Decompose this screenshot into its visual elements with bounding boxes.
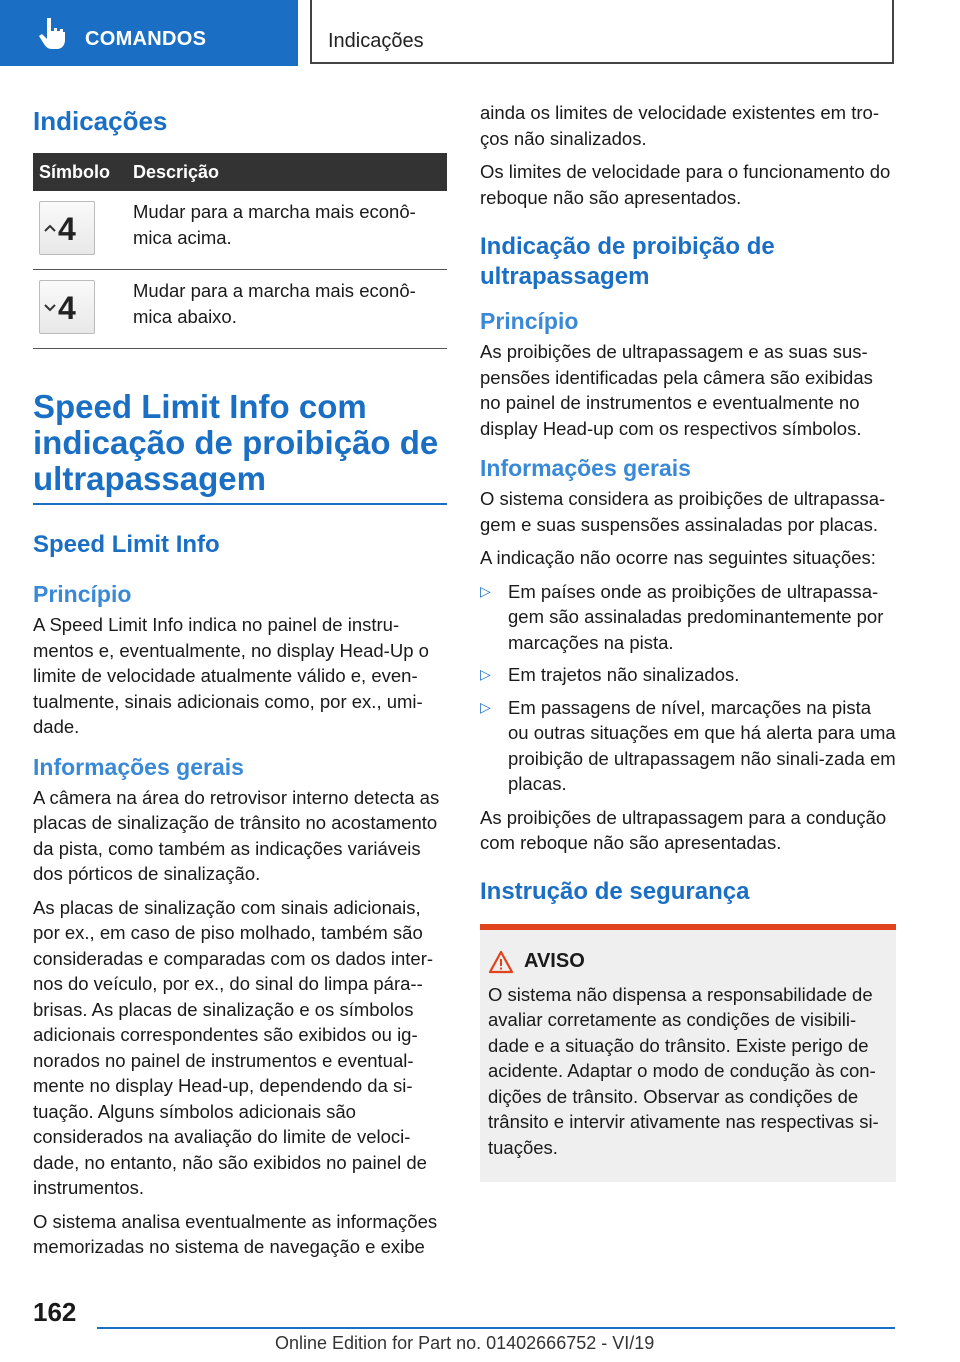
row-description: Mudar para a marcha mais econô-mica abaixo.	[133, 270, 447, 349]
overtaking-heading: Indicação de proibição de ultrapassagem	[480, 233, 775, 290]
safety-heading: Instrução de segurança	[480, 877, 750, 905]
list-item	[480, 579, 896, 656]
footer-divider	[97, 1327, 895, 1329]
list-item-text: Em passagens de nível, marcações na pista ou outras situações em que há alerta para uma proibição de ultrapassagem não sinali-zada em placas.	[508, 696, 896, 794]
continued-paragraph: Os limites de velocidade para o funcionamento do reboque não são apresentados.	[480, 161, 891, 208]
table-row	[33, 191, 447, 270]
general-paragraph: O sistema analisa eventualmente as informações memorizadas no sistema de navegação e exibe	[33, 1210, 438, 1257]
tab-section-label: Indicações	[328, 30, 424, 52]
list-item-text: Em trajetos não sinalizados.	[508, 664, 740, 685]
triangle-bullet-icon: ▷	[480, 666, 491, 682]
col-description-header: Descrição	[133, 153, 447, 191]
edition-text: Online Edition for Part no. 01402666752 - VI/19	[275, 1333, 655, 1353]
indications-title: Indicações	[33, 106, 168, 136]
list-item-text: Em países onde as proibições de ultrapassa-gem são assinaladas predominantemente por marcações na pista.	[508, 580, 884, 653]
principle-text: As proibições de ultrapassagem e as suas sus-pensões identificadas pela câmera são exibidas no painel de instrumentos e eventualmente no display Head-up com os respectivos símbolos.	[480, 341, 873, 439]
heading-divider	[33, 503, 447, 505]
general-paragraph: A indicação não ocorre nas seguintes situações:	[480, 547, 876, 568]
general-paragraph: O sistema considera as proibições de ultrapassa-gem e suas suspensões assinaladas por placas.	[480, 488, 886, 535]
svg-text:4: 4	[58, 292, 76, 322]
continued-paragraph: ainda os limites de velocidade existentes em tro-ços não sinalizados.	[480, 102, 879, 149]
tab-commands[interactable]	[0, 0, 298, 66]
warning-title: AVISO	[524, 950, 585, 972]
triangle-bullet-icon: ▷	[480, 582, 491, 599]
warning-box	[480, 930, 896, 1183]
general-paragraph: As proibições de ultrapassagem para a condução com reboque não são apresentadas.	[480, 806, 887, 853]
principle-heading: Princípio	[480, 308, 579, 334]
row-description: Mudar para a marcha mais econô-mica acima.	[133, 191, 447, 270]
warning-text: O sistema não dispensa a responsabilidade de avaliar corretamente as condições de visibili-dade e a situação do trânsito. Existe perigo de acidente. Adaptar o modo de condução às con-dições de trânsito. Observar as condições de trânsito e intervir ativamente nas respectivas si-tuações.	[488, 983, 879, 1158]
gear-shift-up-icon	[39, 201, 95, 255]
general-info-heading: Informações gerais	[480, 455, 691, 481]
principle-heading: Princípio	[33, 581, 132, 607]
list-item	[480, 695, 896, 797]
general-paragraph: A câmera na área do retrovisor interno detecta as placas de sinalização de trânsito no acostamento da pista, como também as indicações variáveis dos pórticos de sinalização.	[33, 786, 440, 884]
tab-section[interactable]	[310, 0, 894, 64]
left-column	[33, 100, 447, 1260]
col-symbol-header: Símbolo	[33, 153, 133, 191]
speed-limit-info-heading: Speed Limit Info	[33, 531, 220, 558]
warning-triangle-icon	[488, 950, 514, 974]
page-header	[0, 0, 960, 66]
general-info-heading: Informações gerais	[33, 753, 244, 780]
right-column	[480, 100, 896, 1182]
triangle-bullet-icon: ▷	[480, 698, 491, 715]
gear-shift-down-icon	[39, 280, 95, 334]
symbol-table	[33, 153, 447, 349]
pointing-hand-icon	[38, 16, 68, 50]
general-paragraph: As placas de sinalização com sinais adicionais, por ex., em caso de piso molhado, também são consideradas e comparadas com os dados inter-nos do veículo, por ex., do sinal do limpa pára--brisas. As placas de sinalização e os símbolos adicionais correspondentes são exibidos ou ig-norados no painel de instrumentos e eventual-mente no display Head-up, dependendo da si-tuação. Alguns símbolos adicionais são considerados na avaliação do limite de veloci-dade, no entanto, não são exibidos no painel de instrumentos.	[33, 896, 434, 1198]
svg-text:4: 4	[58, 213, 76, 243]
table-row	[33, 270, 447, 349]
principle-text: A Speed Limit Info indica no painel de instru-mentos e, eventualmente, no display Head-Up o limite de velocidade atualmente válido e, even-tualmente, sinais adicionais como, por ex., umi-dade.	[33, 614, 429, 737]
list-item	[480, 662, 896, 688]
tab-commands-label: COMANDOS	[85, 28, 207, 50]
page-number: 162	[33, 1297, 77, 1327]
section-heading: Speed Limit Info com indicação de proibição de ultrapassagem	[33, 388, 439, 497]
